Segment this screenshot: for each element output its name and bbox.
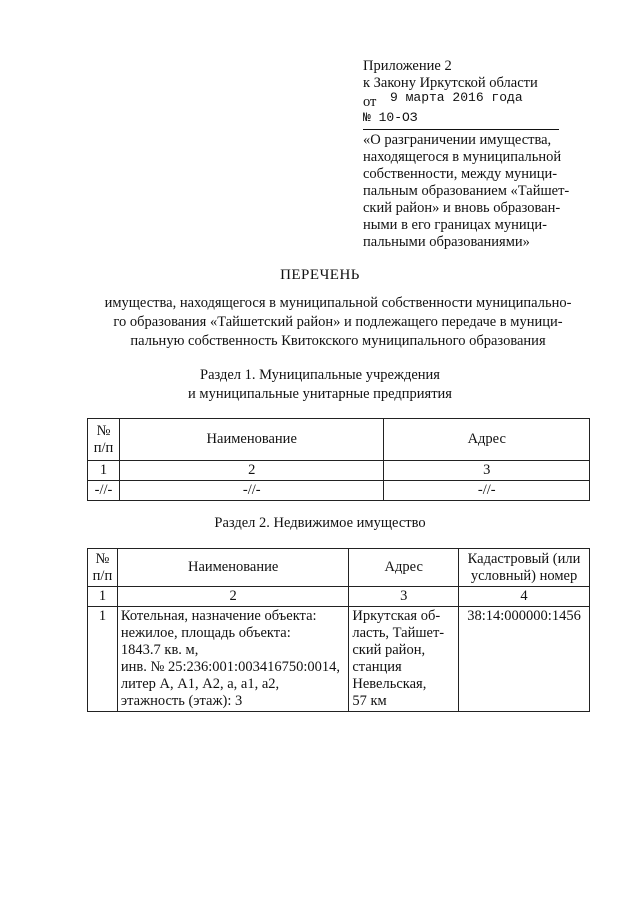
section2-heading: Раздел 2. Недвижимое имущество bbox=[214, 515, 426, 531]
table-header-row bbox=[88, 419, 590, 461]
header-cell-address: Адрес bbox=[384, 419, 590, 461]
name-line: этажность (этаж): 3 bbox=[120, 693, 243, 709]
date-line bbox=[363, 92, 593, 109]
law-title-line: пальным образованием «Тайшет- bbox=[363, 183, 570, 199]
column-number: 4 bbox=[459, 587, 590, 607]
law-date: 9 марта 2016 года bbox=[390, 90, 523, 105]
header-rule bbox=[363, 129, 559, 130]
table-cell: -//- bbox=[119, 481, 384, 501]
header-cell-number: № п/п bbox=[88, 419, 120, 461]
column-number: 2 bbox=[117, 587, 348, 607]
name-line: 1843.7 кв. м, bbox=[120, 642, 199, 658]
name-line: инв. № 25:236:001:003416750:0014, bbox=[120, 659, 340, 675]
name-line: литер А, А1, А2, а, а1, а2, bbox=[120, 676, 280, 692]
law-title-line: собственности, между муници- bbox=[363, 166, 558, 182]
address-line: Невельская, bbox=[352, 676, 427, 692]
table-header-row bbox=[88, 549, 590, 587]
section1-heading-line: Раздел 1. Муниципальные учреждения bbox=[200, 367, 440, 383]
row-number: 1 bbox=[88, 607, 118, 712]
header-cell-address: Адрес bbox=[349, 549, 459, 587]
name-line: Котельная, назначение объекта: bbox=[120, 608, 317, 624]
section2-table bbox=[87, 548, 590, 712]
cadastral-number: 38:14:000000:1456 bbox=[459, 607, 590, 712]
column-number-row bbox=[88, 587, 590, 607]
table-row bbox=[88, 607, 590, 712]
column-number: 1 bbox=[88, 461, 120, 481]
document-title: ПЕРЕЧЕНЬ bbox=[280, 267, 360, 283]
object-address bbox=[349, 607, 459, 712]
document-subtitle bbox=[78, 294, 598, 351]
law-title-line: «О разграничении имущества, bbox=[363, 132, 552, 148]
address-line: станция bbox=[352, 659, 402, 675]
column-number: 1 bbox=[88, 587, 118, 607]
subtitle-line: го образования «Тайшетский район» и подлежащего передаче в муници- bbox=[113, 314, 563, 330]
law-title bbox=[363, 132, 593, 251]
address-line: ласть, Тайшет- bbox=[352, 625, 445, 641]
date-prefix: от bbox=[363, 94, 377, 110]
appendix-header bbox=[363, 58, 593, 251]
table-cell: -//- bbox=[88, 481, 120, 501]
appendix-label: Приложение 2 bbox=[363, 58, 452, 74]
column-number: 3 bbox=[384, 461, 590, 481]
subtitle-line: имущества, находящегося в муниципальной собственности муниципально- bbox=[104, 295, 572, 311]
object-name bbox=[117, 607, 348, 712]
section1-heading-line: и муниципальные унитарные предприятия bbox=[188, 386, 452, 402]
column-number: 3 bbox=[349, 587, 459, 607]
column-number: 2 bbox=[119, 461, 384, 481]
header-cell-name: Наименование bbox=[117, 549, 348, 587]
header-cell-number: № п/п bbox=[88, 549, 118, 587]
header-cell-name: Наименование bbox=[119, 419, 384, 461]
law-title-line: пальными образованиями» bbox=[363, 234, 530, 250]
address-line: ский район, bbox=[352, 642, 426, 658]
table-cell: -//- bbox=[384, 481, 590, 501]
section1-heading bbox=[0, 366, 640, 404]
address-line: 57 км bbox=[352, 693, 387, 709]
name-line: нежилое, площадь объекта: bbox=[120, 625, 291, 641]
law-title-line: ными в его границах муници- bbox=[363, 217, 547, 233]
column-number-row bbox=[88, 461, 590, 481]
law-title-line: ский район» и вновь образован- bbox=[363, 200, 561, 216]
header-cell-cadastral: Кадастровый (или условный) номер bbox=[459, 549, 590, 587]
section1-table bbox=[87, 418, 590, 501]
law-reference: к Закону Иркутской области bbox=[363, 75, 538, 91]
subtitle-line: пальную собственность Квитокского муниципального образования bbox=[130, 333, 546, 349]
table-row bbox=[88, 481, 590, 501]
address-line: Иркутская об- bbox=[352, 608, 441, 624]
law-number: № 10-ОЗ bbox=[363, 110, 418, 125]
law-title-line: находящегося в муниципальной bbox=[363, 149, 562, 165]
